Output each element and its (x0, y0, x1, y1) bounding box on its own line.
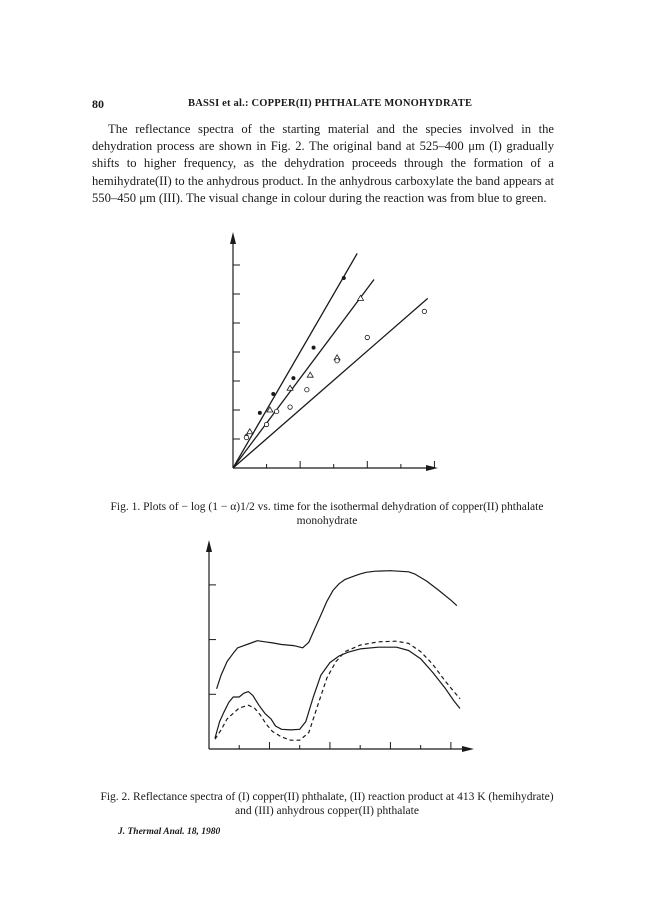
data-point-403K (247, 429, 253, 434)
data-point-393K (264, 422, 268, 426)
y-axis-arrow (230, 232, 236, 244)
data-point-413K (291, 376, 295, 380)
data-point-393K (305, 388, 309, 392)
data-point-403K (287, 385, 293, 390)
x-axis-arrow (426, 465, 438, 471)
data-point-413K (312, 346, 316, 350)
figure-1-axes (230, 232, 438, 471)
data-point-393K (422, 309, 426, 313)
body-paragraph: The reflectance spectra of the starting material and the species involved in the dehydration process are shown in Fig. 2. The original band at 525–400 μm (I) gradually shifts to higher frequency, as the dehydration proceeds through the formation of a hemihydrate(II) to the anhydrous product. In the anhydrous carboxylate the band appears at 550–450 μm (III). The visual change in colour during the reaction was from blue to green. (92, 122, 554, 205)
data-point-403K (358, 295, 364, 300)
data-point-393K (244, 435, 248, 439)
spectrum-curve-II (215, 647, 460, 738)
figure-2-curves (215, 571, 460, 741)
running-title: BASSI et al.: COPPER(II) PHTHALATE MONOHYDRATE (188, 98, 473, 109)
figure-1-chart (0, 226, 648, 498)
journal-footer: J. Thermal Anal. 18, 1980 (118, 827, 221, 837)
data-point-413K (342, 276, 346, 280)
figure-2-axes (206, 540, 474, 752)
data-point-413K (258, 411, 262, 415)
fit-line-393K (233, 298, 428, 468)
figure-2-caption: Fig. 2. Reflectance spectra of (I) copper(II) phthalate, (II) reaction product at 413 K (hemihydrate) and (III) anhydrous copper(II) phthalate (100, 791, 554, 817)
figure-1-markers (244, 276, 426, 440)
data-point-393K (365, 335, 369, 339)
data-point-403K (307, 372, 313, 377)
figure-1-caption: Fig. 1. Plots of − log (1 − α)1/2 vs. time for the isothermal dehydration of copper(II) phthalate monohydrate (110, 501, 544, 527)
figure-2-chart (0, 536, 648, 780)
page-number: 80 (92, 97, 104, 111)
data-point-393K (335, 359, 339, 363)
data-point-413K (271, 392, 275, 396)
y-axis-arrow (206, 540, 212, 552)
x-axis-arrow (462, 746, 474, 752)
spectrum-curve-I (215, 641, 460, 740)
data-point-393K (274, 409, 278, 413)
spectrum-curve-III (217, 571, 457, 689)
data-point-393K (288, 405, 292, 409)
fit-line-403K (233, 280, 374, 469)
figure-1-fit-lines (233, 253, 428, 468)
